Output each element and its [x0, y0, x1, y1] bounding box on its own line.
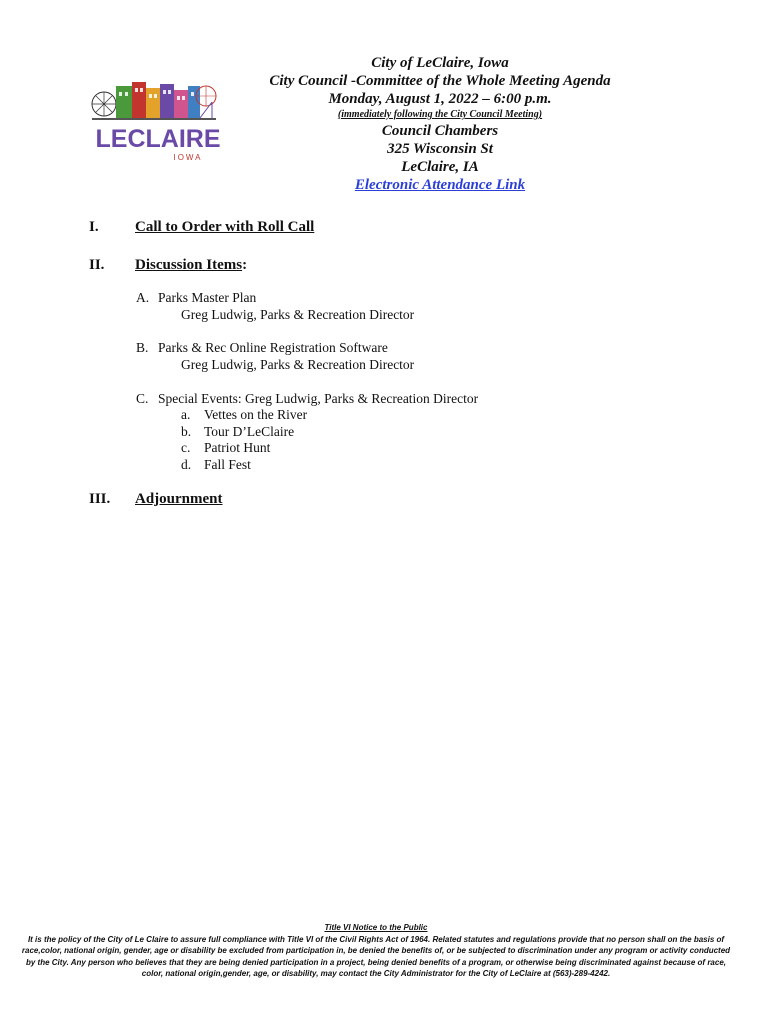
item-a-title: Parks Master Plan [158, 290, 257, 305]
agenda-header [220, 54, 660, 194]
leclaire-logo-graphic [88, 74, 230, 166]
section-number: I. [89, 219, 99, 235]
section-title: Discussion Items [135, 257, 243, 273]
leclaire-logo [88, 74, 230, 166]
logo-subtext: IOWA [173, 153, 203, 162]
header-city: City of LeClaire, Iowa [371, 55, 509, 71]
event-label: d. [181, 457, 192, 472]
header-location: Council Chambers [381, 123, 499, 139]
event-label: b. [181, 424, 192, 439]
event-label: c. [181, 440, 191, 455]
item-c-title: Special Events: Greg Ludwig, Parks & Recreation Director [158, 391, 479, 406]
item-a-label: A. [136, 290, 150, 305]
footer-body: It is the policy of the City of Le Claire to assure full compliance with Title VI of the Civil Rights Act of 1964. Related statutes and regulations provide that no person shall on the basis of race,color, national origin, gender, age or disability be excluded from participation in, be denied the benefits of, or be subjected to discrimination under any program or activity conducted by the City. Any person who believes that they are being denied participation in a project, being denied benefits of a program, or otherwise being discriminated against because of race, color, national origin,gender, age, or disability, may contact the City Administrator for the City of LeClaire at (563)-289-4242. [21, 934, 731, 978]
item-b-title: Parks & Rec Online Registration Software [158, 340, 388, 355]
event-name: Fall Fest [204, 457, 251, 472]
section-title: Call to Order with Roll Call [135, 219, 315, 235]
item-b-label: B. [136, 340, 149, 355]
section-title-colon: : [242, 257, 248, 273]
event-name: Vettes on the River [204, 407, 308, 422]
event-name: Tour D’LeClaire [204, 424, 295, 439]
header-meeting-title: City Council -Committee of the Whole Meeting Agenda [269, 73, 611, 89]
section-number: III. [89, 491, 111, 507]
event-name: Patriot Hunt [204, 440, 271, 455]
event-label: a. [181, 407, 191, 422]
section-number: II. [89, 257, 105, 273]
electronic-attendance-link[interactable]: Electronic Attendance Link [354, 177, 526, 193]
header-city-state: LeClaire, IA [401, 159, 479, 175]
title-vi-notice [20, 922, 732, 980]
item-c-label: C. [136, 391, 149, 406]
header-address: 325 Wisconsin St [387, 141, 493, 157]
header-note: (immediately following the City Council Meeting) [337, 109, 543, 120]
logo-text: LECLAIRE [95, 125, 221, 153]
item-a-presenter: Greg Ludwig, Parks & Recreation Director [181, 307, 415, 322]
header-date-time: Monday, August 1, 2022 – 6:00 p.m. [328, 91, 552, 107]
footer-title: Title VI Notice to the Public [324, 923, 428, 932]
section-title: Adjournment [135, 491, 223, 507]
item-b-presenter: Greg Ludwig, Parks & Recreation Director [181, 357, 415, 372]
